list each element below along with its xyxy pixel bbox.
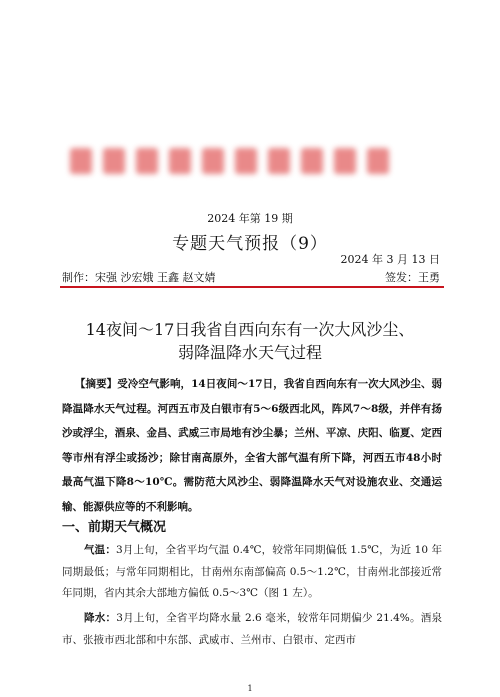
signer: 签发：王勇 [385,271,440,284]
masthead-logo [70,148,430,180]
authors: 制作：宋强 沙宏娥 王鑫 赵文婧 [62,271,216,284]
headline [40,318,460,364]
temperature-text: 3月上旬，全省平均气温 0.4℃，较常年同期偏低 1.5℃，为近 10 年同期最低；与常年同期相比，甘南州东南部偏高 0.5～1.2℃，甘南州北部接近常年同期，省内其余大部地方偏低 0.5～3℃（图 1 左）。 [62,544,443,599]
precipitation-label: 降水： [84,612,117,624]
issue-date: 2024 年 3 月 13 日 [340,253,440,266]
precipitation-text: 3月上旬，全省平均降水量 2.6 毫米，较常年同期偏少 21.4%。酒泉市、张掖市西北部和中东部、武威市、兰州市、白银市、定西市 [62,612,442,646]
abstract-paragraph [62,372,442,519]
page-number: 1 [247,684,253,693]
headline-line-2: 弱降温降水天气过程 [177,343,322,362]
temperature-paragraph [62,540,442,605]
section-heading: 一、前期天气概况 [62,520,167,535]
document-title: 专题天气预报（9） [172,234,328,254]
issue-number: 2024 年第 19 期 [207,212,293,225]
precipitation-paragraph [62,608,442,651]
headline-line-1: 14夜间～17日我省自西向东有一次大风沙尘、 [85,320,415,339]
abstract-label: 【摘要】 [75,378,118,390]
red-divider [60,286,444,288]
temperature-label: 气温： [84,544,116,556]
abstract-text: 受冷空气影响，14日夜间～17日，我省自西向东有一次大风沙尘、弱降温降水天气过程。河西五市及白银市有5～6级西北风，阵风7～8级，并伴有扬沙或浮尘，酒泉、金昌、武威三市局地有沙尘暴；兰州、平凉、庆阳、临夏、定西等市州有浮尘或扬沙；除甘南高原外，全省大部气温有所下降，河西五市48小时最高气温下降8～10℃。需防范大风沙尘、弱降温降水天气对设施农业、交通运输、能源供应等的不利影响。 [62,378,442,513]
